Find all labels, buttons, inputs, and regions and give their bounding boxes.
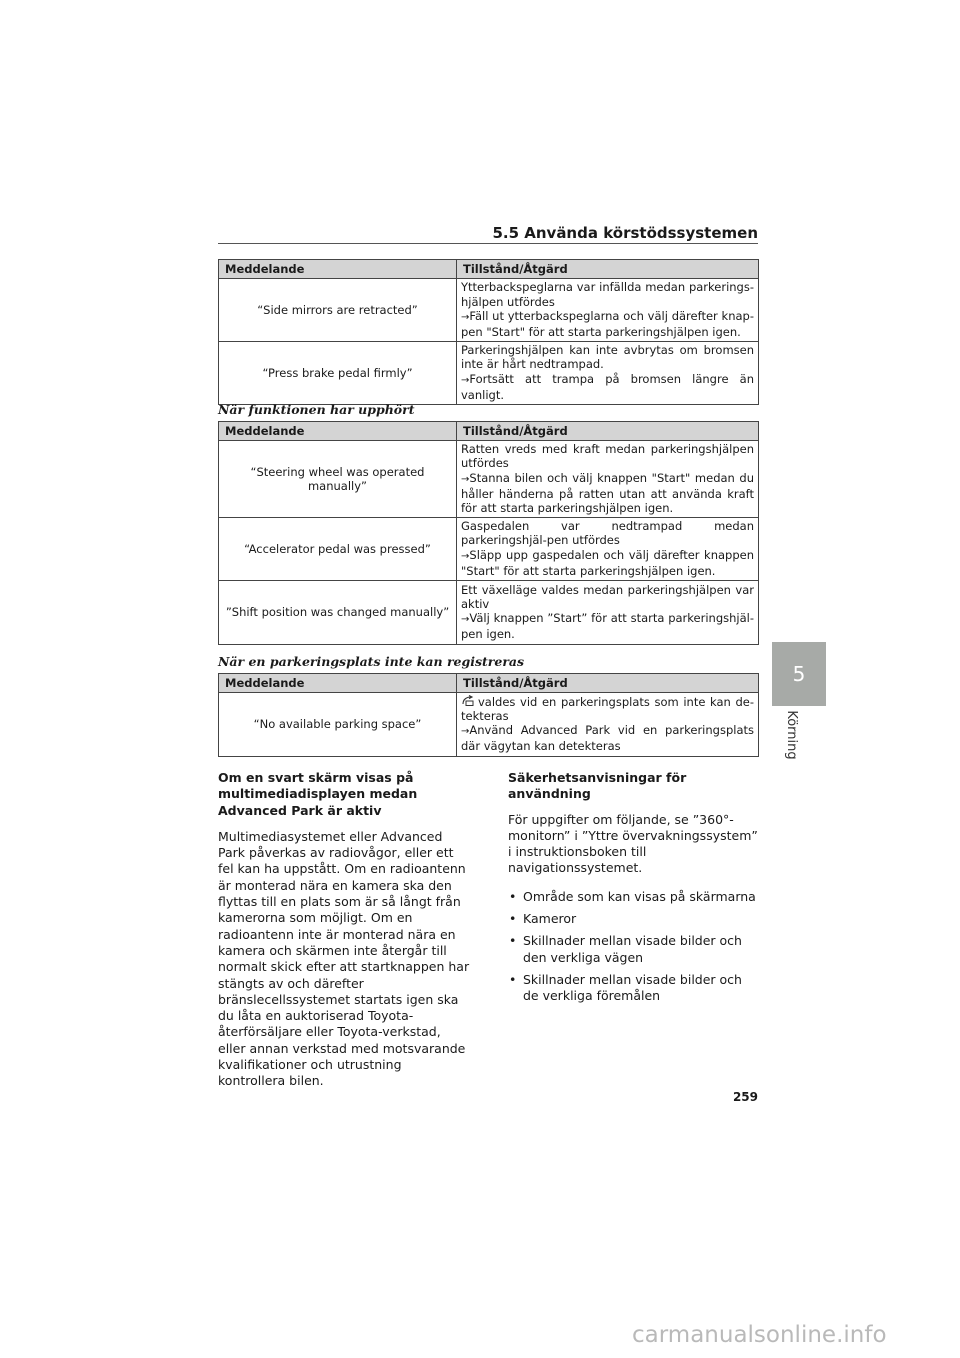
safety-heading: Säkerhetsanvisningar för användning [508,770,687,802]
right-arrow-icon: → [461,473,470,485]
right-arrow-icon: → [461,726,470,738]
condition-action-cell [457,279,759,342]
right-arrow-icon: → [461,614,470,626]
message-text: ”Shift position was changed manually” [219,581,457,645]
message-text: “Accelerator pedal was pressed” [219,518,457,581]
message-text: “Steering wheel was operated manually” [219,441,457,518]
parking-assist-icon [461,695,475,707]
list-item: • Område som kan visas på skärmarna [508,889,760,905]
message-table-1 [218,259,759,405]
condition-text: valdes vid en parkeringsplats som inte kan de-tekteras [461,694,754,723]
action-text: Använd Advanced Park vid en parkeringsplats där vägytan kan detekteras [461,723,754,754]
action-text: Fäll ut ytterbackspeglarna och välj därefter knap-pen "Start" för att starta parkeringshjälpen igen. [461,308,754,339]
table-header-message: Meddelande [219,422,457,441]
header-divider [218,243,758,244]
table-row [219,581,759,645]
condition-action-cell [457,581,759,645]
condition-action-cell [457,518,759,581]
list-item: • Skillnader mellan visade bilder och den verkliga vägen [508,933,760,966]
action-text: Stanna bilen och välj knappen "Start" medan du håller händerna på ratten utan att använda kraft för att starta parkeringshjälpen igen. [461,470,754,516]
table-header-condition: Tillstånd/Åtgärd [457,674,759,693]
table-header-condition: Tillstånd/Åtgärd [457,422,759,441]
action-line [461,548,754,578]
safety-bullet-list [508,889,760,1005]
table-header-message: Meddelande [219,260,457,279]
subsection-title: När funktionen har upphört [218,402,415,417]
condition-line [461,695,754,723]
action-line [461,309,754,339]
table-row [219,342,759,405]
table-row [219,693,759,757]
condition-text: Ett växelläge valdes medan parkeringshjälpen var aktiv [461,582,754,611]
action-text: Fortsätt att trampa på bromsen längre än vanligt. [461,371,754,402]
condition-action-cell [457,693,759,757]
page-number: 259 [732,1090,758,1104]
message-text: “Side mirrors are retracted” [219,279,457,342]
section-header-title: 5.5 Använda körstödssystemen [492,224,758,242]
table-row [219,518,759,581]
subsection-title: När en parkeringsplats inte kan registreras [218,654,525,669]
table-row [219,441,759,518]
table-header-message: Meddelande [219,674,457,693]
action-text: Släpp upp gaspedalen och välj därefter knappen "Start" för att starta parkeringshjälpen igen. [461,547,754,578]
right-arrow-icon: → [461,311,470,323]
condition-action-cell [457,441,759,518]
condition-text: Ratten vreds med kraft medan parkeringshjälpen utfördes [461,442,754,471]
table-header-condition: Tillstånd/Åtgärd [457,260,759,279]
action-line [461,723,754,753]
condition-action-cell [457,342,759,405]
watermark-text: carmanualsonline.info [632,1322,887,1348]
message-table-3 [218,673,759,757]
chapter-tab-label: Körning [784,710,799,760]
condition-text: Ytterbackspeglarna var infällda medan parkerings-hjälpen utfördes [461,280,754,309]
action-text: Välj knappen ”Start” för att starta parkeringshjäl-pen igen. [461,611,754,642]
list-item: • Skillnader mellan visade bilder och de verkliga föremålen [508,972,760,1005]
condition-text: Parkeringshjälpen kan inte avbrytas om bromsen inte är hårt nedtrampad. [461,343,754,372]
right-column [508,770,760,1011]
action-line [461,372,754,402]
message-table-2 [218,421,759,645]
table-row [219,279,759,342]
message-text: “No available parking space” [219,693,457,757]
black-screen-heading: Om en svart skärm visas på multimediadisplayen medan Advanced Park är aktiv [218,770,418,818]
left-column [218,770,470,1098]
right-arrow-icon: → [461,374,470,386]
chapter-tab: 5 [772,642,826,706]
message-text: “Press brake pedal firmly” [219,342,457,405]
black-screen-body: Multimediasystemet eller Advanced Park påverkas av radiovågor, eller ett fel kan ha uppstått. Om en radioantenn är monterad nära en kamera ska den flyttas till en plats som är så långt från kamerorna som möjligt. Om en radioantenn inte är monterad nära en kamera och skärmen inte återgår till normalt skick efter att startknappen har stängts av och därefter bränslecellssystemet startats igen ska du låta en auktoriserad Toyota-återförsäljare eller Toyota-verkstad, eller annan verkstad med motsvarande kvalifikationer och utrustning kontrollera bilen. [218,828,470,1089]
action-line [461,611,754,641]
safety-intro: För uppgifter om följande, se ”360°-monitorn” i ”Yttre övervakningssystem” i instruktionsboken till navigationssystemet. [508,811,758,876]
action-line [461,471,754,516]
right-arrow-icon: → [461,550,470,562]
condition-text: Gaspedalen var nedtrampad medan parkeringshjäl-pen utfördes [461,519,754,548]
list-item: • Kameror [508,911,760,927]
